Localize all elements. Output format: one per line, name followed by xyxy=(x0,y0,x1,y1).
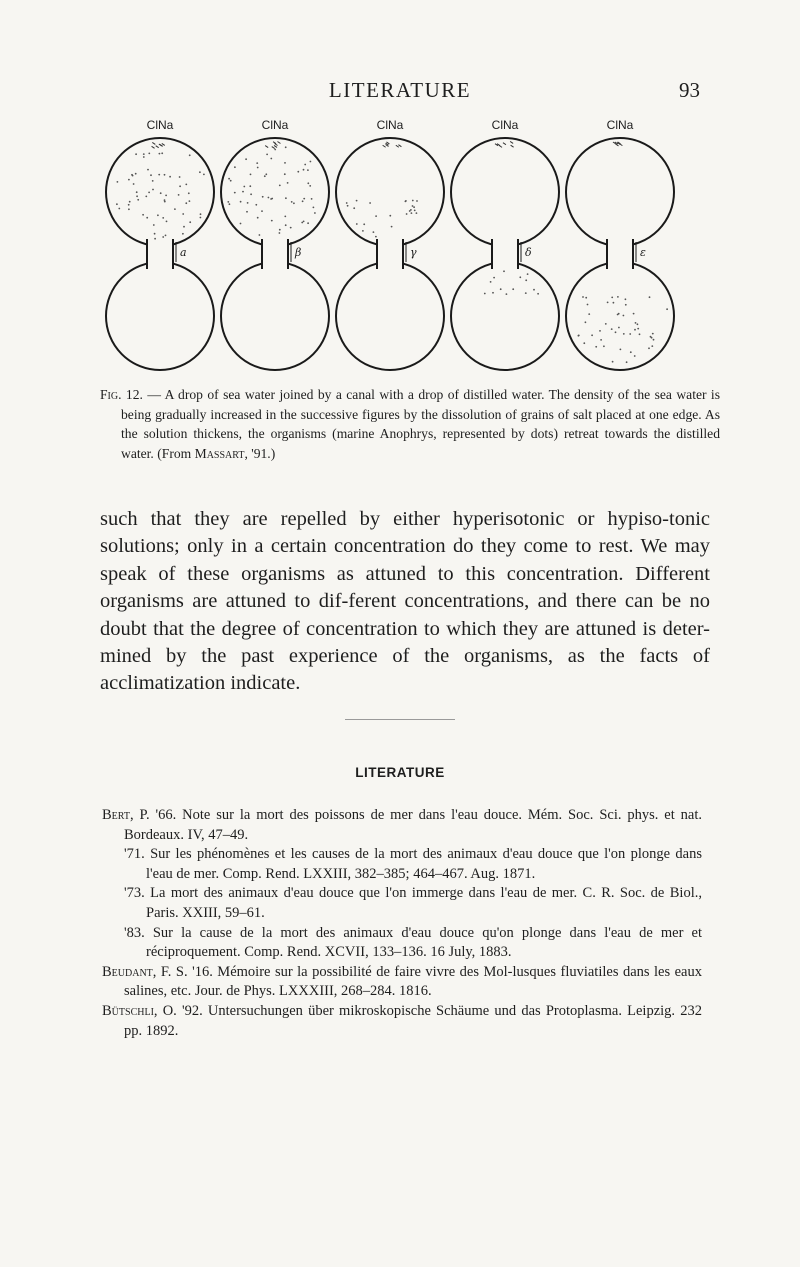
body-paragraph: such that they are repelled by either hyperisotonic or hypiso-tonic solutions; only in a certain concentration do they come to rest. We may speak of these organisms as attuned to this concentration. Different organisms are attuned to dif-ferent concentrations, and there can be no doubt that the degree of concentration to which they are attuned is deter-mined by the past experience of the organisms, as the facts of acclimatization indicate. xyxy=(100,508,710,695)
flask-label: ClNa xyxy=(606,118,634,132)
salt-grains xyxy=(495,141,514,147)
flask-label: ClNa xyxy=(146,118,174,132)
running-title: LITERATURE xyxy=(328,78,472,102)
section-heading: LITERATURE xyxy=(355,765,445,780)
page-number: 93 xyxy=(679,78,700,102)
sea-water-drop xyxy=(336,138,444,246)
reference-text: '16. Mémoire sur la possibilité de faire vivre des Mol-lusques fluviatiles dans les eaux salines, etc. Jour. de Phys. LXXXIII, 268–284. 1816. xyxy=(124,963,702,1000)
reference-author: Bert, P. xyxy=(102,807,150,823)
reference-entry xyxy=(124,884,702,923)
distilled-water-drop xyxy=(106,262,214,370)
drop-pair xyxy=(106,138,214,370)
reference-entry xyxy=(102,806,702,845)
reference-entry xyxy=(124,845,702,884)
reference-entry xyxy=(102,963,702,1002)
salt-grains xyxy=(613,142,622,146)
drop-pair xyxy=(336,138,444,370)
organism-dots xyxy=(346,200,418,238)
drop-pair xyxy=(221,138,329,370)
caption-source: Massart xyxy=(194,446,245,462)
salt-grains xyxy=(383,142,402,147)
stage-letter: ε xyxy=(640,246,646,259)
distilled-water-drop xyxy=(451,262,559,370)
drop-pair xyxy=(566,138,674,370)
reference-text: '92. Untersuchungen über mikroskopische Schäume und das Protoplasma. Leipzig. 232 pp. 1892. xyxy=(124,1002,702,1039)
sea-water-drop xyxy=(221,138,329,246)
reference-text: '83. Sur la cause de la mort des animaux d'eau douce qu'on plonge dans l'eau de mer et réciproquement. Comp. Rend. XCVII, 133–136. 16 July, 1883. xyxy=(124,924,702,961)
stage-letter: δ xyxy=(525,246,532,259)
reference-text: '73. La mort des animaux d'eau douce que l'on immerge dans l'eau de mer. C. R. Soc. de Biol., Paris. XXIII, 59–61. xyxy=(124,885,702,921)
distilled-water-drop xyxy=(336,262,444,370)
reference-text: '66. Note sur la mort des poissons de mer dans l'eau douce. Mém. Soc. Sci. phys. et nat. Bordeaux. IV, 47–49. xyxy=(124,807,702,843)
running-head xyxy=(0,78,800,108)
drop-diagram xyxy=(100,134,700,380)
distilled-water-drop xyxy=(566,262,674,370)
caption-text: — A drop of sea water joined by a canal with a drop of distilled water. The density of the sea water is being gradually increased in the successive figures by the dissolution of grains of salt placed at one edge. As the solution thickens, the organisms (marine Anophrys, represented by dots) retreat towards the distilled water. (From xyxy=(121,387,721,462)
figure-caption xyxy=(100,385,720,464)
organism-dots xyxy=(484,270,539,295)
section-divider xyxy=(345,719,455,720)
reference-entry xyxy=(102,1002,702,1041)
distilled-water-drop xyxy=(221,262,329,370)
caption-lead: Fig. 12. xyxy=(100,387,143,402)
organism-dots xyxy=(227,146,315,236)
organism-dots xyxy=(116,152,205,239)
stage-letter: a xyxy=(180,246,187,259)
sea-water-drop xyxy=(451,138,559,246)
stage-letter: γ xyxy=(410,246,417,259)
drop-pair xyxy=(451,138,559,370)
figure-12 xyxy=(100,118,700,380)
flask-label: ClNa xyxy=(261,118,289,132)
stage-letter: β xyxy=(295,246,302,259)
flask-label: ClNa xyxy=(376,118,404,132)
reference-author: Beudant, F. S. xyxy=(102,963,188,980)
salt-grains xyxy=(152,142,165,148)
salt-grains xyxy=(265,142,280,149)
reference-text: '71. Sur les phénomènes et les causes de la mort des animaux d'eau douce que l'on plonge dans l'eau de mer. Comp. Rend. LXXIII, 382–385; 464–467. Aug. 1871. xyxy=(124,846,702,882)
reference-entry xyxy=(124,924,702,963)
organism-dots xyxy=(578,296,668,363)
sea-water-drop xyxy=(566,138,674,246)
caption-tail: , '91.) xyxy=(244,446,276,462)
reference-author: Bütschli, O. xyxy=(102,1002,177,1019)
flask-label: ClNa xyxy=(491,118,519,132)
reference-list xyxy=(102,806,702,1041)
